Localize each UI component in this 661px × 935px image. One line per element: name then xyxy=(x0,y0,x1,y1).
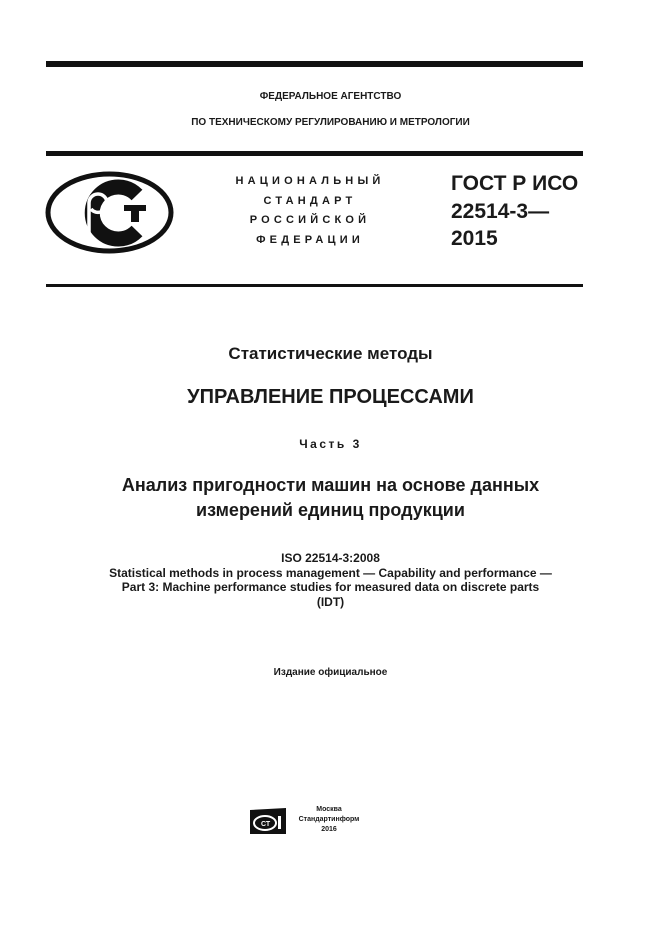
designation-line: ГОСТ Р ИСО xyxy=(451,172,579,195)
national-standard-label xyxy=(200,172,420,250)
designation-line: 22514-3— xyxy=(451,199,550,223)
subtitle-line: измерений единиц продукции xyxy=(196,500,465,520)
iso-title-line: Statistical methods in process management — Capability and performance — xyxy=(109,565,552,580)
iso-reference xyxy=(20,551,641,609)
national-standard-line: РОССИЙСКОЙ xyxy=(249,214,371,226)
designation-line: 2015 xyxy=(451,227,498,250)
rst-certification-mark-icon xyxy=(45,171,174,254)
agency-line-1: ФЕДЕРАЛЬНОЕ АГЕНТСТВО xyxy=(259,91,402,102)
top-rule xyxy=(46,61,583,67)
main-title: УПРАВЛЕНИЕ ПРОЦЕССАМИ xyxy=(187,386,474,408)
svg-text:СТ: СТ xyxy=(261,821,271,828)
edition-label: Издание официальное xyxy=(273,667,388,678)
agency-line-2: ПО ТЕХНИЧЕСКОМУ РЕГУЛИРОВАНИЮ И МЕТРОЛОГИИ xyxy=(191,117,470,128)
publisher-city: Москва xyxy=(316,806,342,813)
iso-equivalence: (IDT) xyxy=(316,594,345,609)
publisher-name: Стандартинформ xyxy=(298,816,360,823)
iso-title-line: Part 3: Machine performance studies for measured data on discrete parts xyxy=(121,580,540,594)
subtitle xyxy=(40,473,621,523)
publisher-block xyxy=(294,805,364,835)
iso-code: ISO 22514-3:2008 xyxy=(281,551,380,565)
standard-designation xyxy=(451,170,578,253)
national-standard-line: НАЦИОНАЛЬНЫЙ xyxy=(235,175,385,187)
lower-rule xyxy=(46,284,583,287)
publisher-year: 2016 xyxy=(321,826,337,833)
standartinform-logo-icon xyxy=(248,806,288,836)
part-label: Часть 3 xyxy=(299,437,362,451)
middle-rule xyxy=(46,151,583,156)
national-standard-line: ФЕДЕРАЦИИ xyxy=(256,233,364,246)
subtitle-line: Анализ пригодности машин на основе данных xyxy=(121,475,540,495)
national-standard-line: СТАНДАРТ xyxy=(263,194,357,207)
series-title: Статистические методы xyxy=(228,344,433,363)
